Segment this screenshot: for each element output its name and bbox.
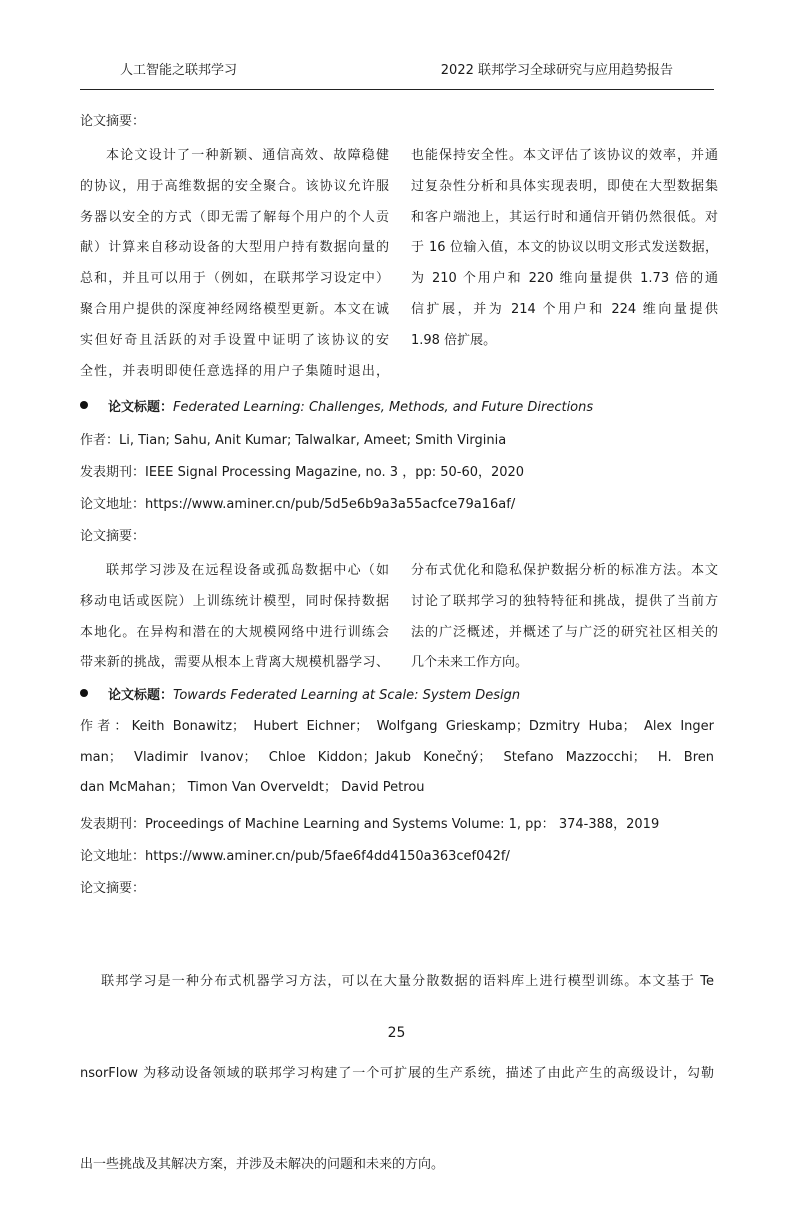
- text-line: dan McMahan； Timon Van Overveldt； David Petrou: [80, 780, 425, 795]
- paper-authors: 作者：Li, Tian; Sahu, Anit Kumar; Talwalkar, Ameet; Smith Virginia: [80, 433, 507, 448]
- paper-authors: [80, 712, 714, 804]
- header-divider: [80, 89, 714, 90]
- text-line: 为 210 个用户和 220 维向量提供 1.73 倍的通: [411, 271, 718, 287]
- paper-url: 论文地址：https://www.aminer.cn/pub/5d5e6b9a3a55acfce79a16af/: [80, 497, 516, 512]
- text-line: 1.98 倍扩展。: [411, 332, 497, 348]
- abstract-label: 论文摘要：: [80, 881, 146, 896]
- text-line: 总和，并且可以用于（例如，在联邦学习设定中）: [80, 271, 389, 287]
- text-line: 法的广泛概述，并概述了与广泛的研究社区相关的: [411, 624, 718, 640]
- paper-journal: 发表期刊：IEEE Signal Processing Magazine, no. 3 ，pp: 50-60，2020: [80, 465, 525, 480]
- text-line: 和客户端池上，其运行时和通信开销仍然很低。对: [411, 209, 718, 225]
- text-line: nsorFlow 为移动设备领域的联邦学习构建了一个可扩展的生产系统，描述了由此产生的高级设计，勾勒: [80, 1065, 714, 1081]
- paper-journal: 发表期刊：Proceedings of Machine Learning and Systems Volume: 1, pp： 374-388，2019: [80, 817, 660, 832]
- header-right-title: 2022 联邦学习全球研究与应用趋势报告: [440, 63, 673, 78]
- text-line: 全性，并表明即使任意选择的用户子集随时退出，: [80, 363, 389, 379]
- paper-title: Federated Learning: Challenges, Methods, and Future Directions: [173, 400, 594, 415]
- text-line: 讨论了联邦学习的独特特征和挑战，提供了当前方: [411, 593, 718, 609]
- text-line: 献）计算来自移动设备的大型用户持有数据向量的: [80, 240, 389, 256]
- abstract-1-right-column: [411, 141, 718, 357]
- text-line: 联邦学习涉及在远程设备或孤岛数据中心（如: [106, 563, 389, 578]
- abstract-label: 论文摘要：: [80, 114, 146, 129]
- text-line: 出一些挑战及其解决方案，并涉及未解决的问题和未来的方向。: [80, 1157, 445, 1172]
- text-line: 几个未来工作方向。: [411, 655, 529, 671]
- text-line: 实但好奇且活跃的对手设置中证明了该协议的安: [80, 332, 389, 348]
- text-line: 也能保持安全性。本文评估了该协议的效率，并通: [411, 148, 718, 163]
- abstract-2-left-column: [80, 556, 389, 679]
- text-line: 作者：Keith Bonawitz； Hubert Eichner； Wolfgang Grieskamp；Dzmitry Huba； Alex Inger: [80, 719, 714, 734]
- text-line: 本地化。在异构和潜在的大规模网络中进行训练会: [80, 624, 389, 640]
- paper-title-row: [80, 398, 593, 418]
- text-line: 带来新的挑战，需要从根本上背离大规模机器学习、: [80, 655, 389, 671]
- text-line: 联邦学习是一种分布式机器学习方法，可以在大量分散数据的语料库上进行模型训练。本文基于 Te: [80, 974, 714, 989]
- paper-title-row: [80, 686, 520, 706]
- paper-url: 论文地址：https://www.aminer.cn/pub/5fae6f4dd4150a363cef042f/: [80, 849, 510, 864]
- text-line: man； Vladimir Ivanov； Chloe Kiddon；Jakub Konečný； Stefano Mazzocchi； H. Bren: [80, 749, 714, 765]
- bullet-icon: [80, 401, 88, 409]
- text-line: 的协议，用于高维数据的安全聚合。该协议允许服: [80, 178, 389, 194]
- bullet-icon: [80, 689, 88, 697]
- abstract-3-text: [80, 906, 714, 1211]
- paper-title-label: 论文标题：: [108, 688, 174, 703]
- text-line: 移动电话或医院）上训练统计模型，同时保持数据: [80, 593, 389, 609]
- page-header: [0, 0, 793, 92]
- page-number: 25: [387, 1025, 406, 1041]
- text-line: 分布式优化和隐私保护数据分析的标准方法。本文: [411, 563, 718, 578]
- text-line: 本论文设计了一种新颖、通信高效、故障稳健: [106, 148, 389, 163]
- text-line: 聚合用户提供的深度神经网络模型更新。本文在诚: [80, 301, 389, 317]
- text-line: 于 16 位输入值，本文的协议以明文形式发送数据，: [411, 240, 718, 256]
- paper-title: Towards Federated Learning at Scale: System Design: [173, 688, 521, 703]
- abstract-label: 论文摘要：: [80, 529, 146, 544]
- text-line: 务器以安全的方式（即无需了解每个用户的个人贡: [80, 209, 389, 225]
- text-line: 信扩展，并为 214 个用户和 224 维向量提供: [411, 301, 718, 317]
- paper-title-label: 论文标题：: [108, 400, 174, 415]
- text-line: 过复杂性分析和具体实现表明，即使在大型数据集: [411, 178, 718, 194]
- header-left-title: 人工智能之联邦学习: [120, 63, 238, 78]
- abstract-1-left-column: [80, 141, 389, 387]
- abstract-2-right-column: [411, 556, 718, 679]
